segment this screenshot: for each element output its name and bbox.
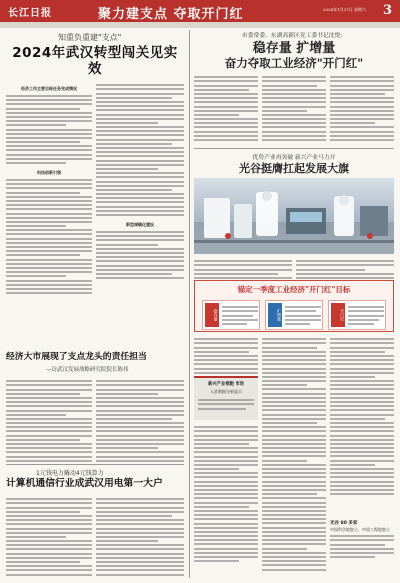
- infographic-title: 锚定一季度工业经济"开门红"目标: [237, 285, 351, 294]
- left-headline-2-sub: —访武汉发展战略研究院院长陈伟: [46, 367, 129, 373]
- infographic-card-3: [328, 300, 386, 330]
- right-body-col3: [330, 74, 394, 143]
- page-banner: [0, 0, 400, 22]
- factory-photo-graphic: [194, 178, 394, 254]
- column-divider: [189, 30, 190, 578]
- side-note: [330, 520, 394, 560]
- infographic-card-1: [202, 300, 260, 330]
- data-sidebar-title: 新兴产业领跑 市场: [208, 382, 244, 387]
- infographic-card-3-label: 开门红: [331, 303, 345, 327]
- banner-underline: [0, 22, 400, 28]
- left-body-col2: [96, 82, 184, 281]
- right-body-col2: [262, 74, 326, 143]
- right-article-2: [194, 152, 394, 175]
- right-body-col1: [194, 74, 258, 143]
- left-article-3-body2: [96, 496, 184, 578]
- infographic-box: [194, 280, 394, 332]
- right-lower-col3: [330, 336, 394, 497]
- factory-photo: [194, 178, 394, 254]
- left-article: [6, 32, 184, 77]
- banner-title: 聚力建支点 夺取开门红: [98, 7, 244, 22]
- left-headline-2: 经济大市展现了支点龙头的责任担当: [6, 352, 147, 362]
- right-lower-col1b: [194, 424, 258, 564]
- left-article-3: [6, 468, 184, 490]
- left-headline: 2024年武汉转型闯关见实效: [12, 45, 178, 77]
- left-article-2-body1: [6, 378, 92, 464]
- right-headline-2: 光谷挺膺扛起发展大旗: [239, 162, 349, 175]
- data-sidebar-sub: 入驻数据分析显示: [210, 389, 242, 394]
- right-headline-line1: 稳存量 扩增量: [252, 41, 336, 56]
- left-article-3-body1: [6, 496, 92, 578]
- publication-info: 2024年1月27日 星期六: [322, 7, 366, 12]
- data-sidebar-box: [194, 376, 258, 420]
- infographic-card-1-label: 稳存量: [205, 303, 219, 327]
- left-article-2-body2: [96, 378, 184, 464]
- page-number: 3: [382, 3, 392, 18]
- left-body-col1: [6, 82, 92, 296]
- infographic-card-2-label: 扩增量: [268, 303, 282, 327]
- side-note-sub: 中国科学院院士、中国工程院院士: [330, 527, 390, 532]
- left-headline-3: 计算机通信行业成武汉用电第一大户: [6, 478, 163, 489]
- left-kicker-3: 1元钱电力撬动4元钱算力: [36, 470, 104, 477]
- left-divider: [6, 464, 184, 465]
- right-kicker: 市委常委、东湖高新区党工委书记沈悦：: [241, 33, 347, 39]
- right-article: [194, 30, 394, 70]
- subhead-tech: 科技创新引领: [37, 170, 61, 175]
- right-divider: [194, 148, 394, 149]
- subhead-targets: 经济工作主要目标任务完成情况: [21, 86, 77, 91]
- left-article-2: [6, 352, 184, 373]
- left-kicker: 知重负重建"支点": [58, 33, 122, 42]
- right-lower-col2: [262, 336, 326, 573]
- right-kicker-2: 优势产业再突破 新兴产业马力开: [252, 155, 336, 161]
- infographic-card-2: [265, 300, 323, 330]
- newspaper-brand: 长江日报: [8, 8, 52, 19]
- right-headline-line2: 奋力夺取工业经济"开门红": [224, 56, 364, 70]
- side-note-title: 光谷 80 多家: [330, 521, 358, 526]
- subhead-urban: 新型城镇化建设: [126, 222, 154, 227]
